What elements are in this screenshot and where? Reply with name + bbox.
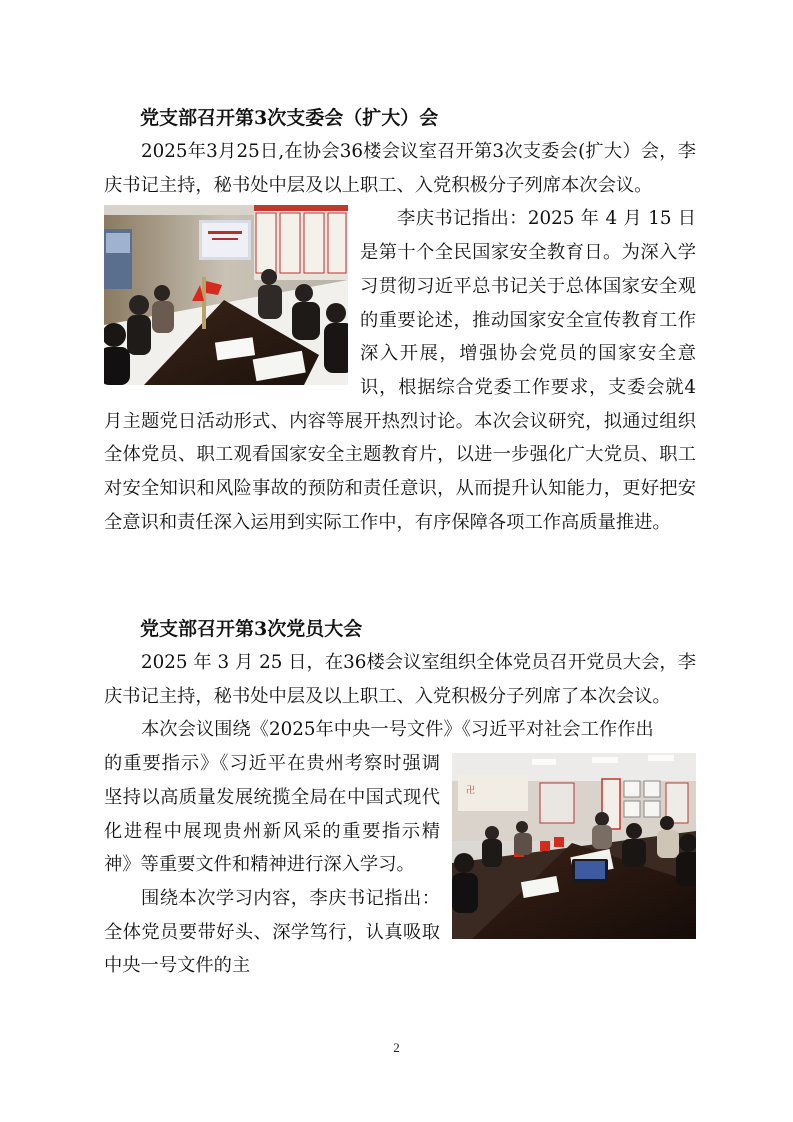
- meeting-photo-2-illustration: [452, 753, 696, 939]
- meeting-photo-1-illustration: [104, 205, 348, 385]
- meeting-photo-1: [104, 205, 348, 385]
- paragraph-continued: 的重要指示》《习近平在贵州考察时强调坚持以高质量发展统揽全局在中国式现代化进程中展现贵州新风采的重要指示精神》等重要文件和精神进行深入学习。: [104, 753, 440, 876]
- section-party-member-meeting: [104, 612, 696, 983]
- section-branch-committee-meeting: [104, 101, 696, 539]
- paragraph: 围绕本次学习内容，李庆书记指出：全体党员要带好头、深学笃行，认真吸取中央一号文件的主: [104, 887, 440, 977]
- paragraph: 2025 年 3 月 25 日，在36楼会议室组织全体党员召开党员大会，李庆书记主持，秘书处中层及以上职工、入党积极分子列席了本次会议。: [104, 652, 696, 707]
- page-number: 2: [393, 1040, 400, 1055]
- paragraph-first-line: 本次会议围绕《2025年中央一号文件》《习近平对社会工作作出: [141, 719, 654, 741]
- section-title: 党支部召开第3次支委会（扩大）会: [140, 107, 439, 129]
- svg-text:卍: 卍: [466, 786, 476, 797]
- paragraph: 李庆书记指出：2025 年 4 月 15 日是第十个全民国家安全教育日。为深入学习贯彻习近平总书记关于总体国家安全观的重要论述，推动国家安全宣传教育工作深入开展，增强协会党员的国家安全意识，根据综合党委工作要求，支委会就4月主题党日活动形式、内容等展开热烈讨论。本次会议研究，拟通过组织全体党员、职工观看国家安全主题教育片，以进一步强化广大党员、职工对安全知识和风险事故的预防和责任意识，从而提升认知能力，更好把安全意识和责任深入运用到实际工作中，有序保障各项工作高质量推进。: [104, 208, 696, 533]
- section-title: 党支部召开第3次党员大会: [140, 618, 363, 640]
- paragraph-line-spacer: [104, 713, 696, 747]
- paragraph: 2025年3月25日,在协会36楼会议室召开第3次支委会(扩大）会，李庆书记主持，秘书处中层及以上职工、入党积极分子列席本次会议。: [104, 141, 696, 196]
- meeting-photo-2: [452, 753, 696, 939]
